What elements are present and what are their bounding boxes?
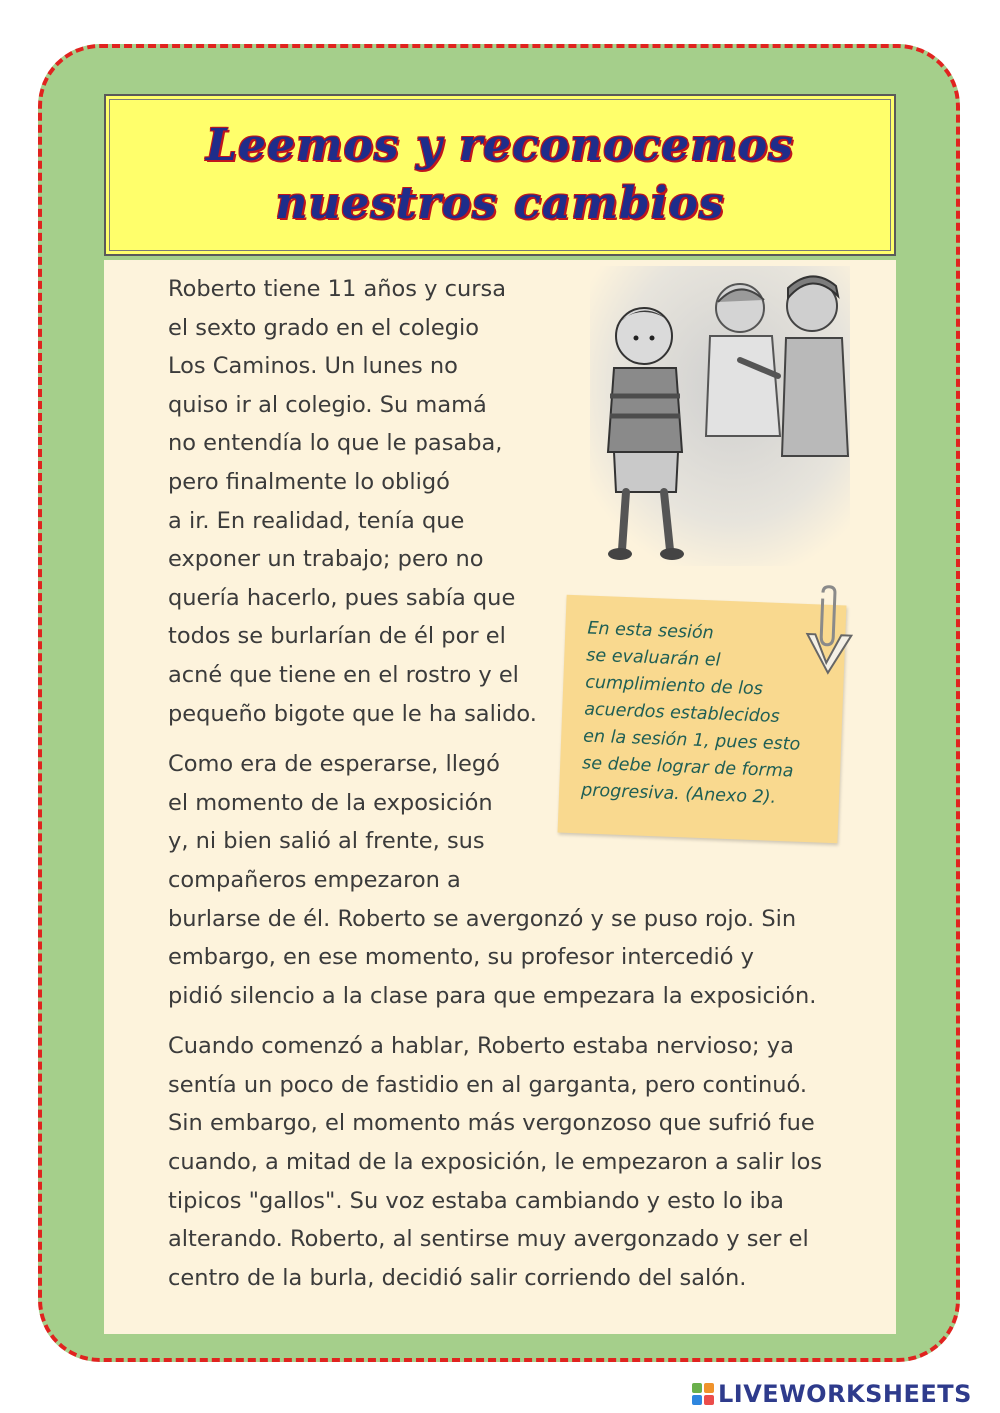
story-line: cuando, a mitad de la exposición, le empezaron a salir los bbox=[168, 1149, 823, 1176]
story-line: embargo, en ese momento, su profesor intercedió y bbox=[168, 944, 754, 971]
liveworksheets-logo-icon bbox=[692, 1383, 714, 1405]
story-line: Cuando comenzó a hablar, Roberto estaba nervioso; ya bbox=[168, 1033, 794, 1060]
story-line: a ir. En realidad, tenía que bbox=[168, 507, 465, 534]
note-line: progresiva. (Anexo 2). bbox=[580, 780, 777, 808]
note-line: en la sesión 1, pues esto bbox=[582, 726, 801, 755]
title-banner bbox=[104, 94, 896, 256]
title-line-2: nuestros cambios bbox=[275, 178, 725, 229]
note-line: se debe lograr de forma bbox=[581, 753, 794, 782]
story-paragraph-3 bbox=[168, 1027, 822, 1297]
liveworksheets-brand[interactable] bbox=[692, 1380, 972, 1408]
story-line: y, ni bien salió al frente, sus bbox=[168, 828, 485, 855]
story-line: compañeros empezaron a bbox=[168, 866, 461, 893]
story-line: pero finalmente lo obligó bbox=[168, 468, 450, 495]
story-line: quería hacerlo, pues sabía que bbox=[168, 584, 516, 611]
story-line: tipicos "gallos". Su voz estaba cambiando y esto lo iba bbox=[168, 1187, 784, 1214]
story-line: sentía un poco de fastidio en al garganta, pero continuó. bbox=[168, 1071, 808, 1098]
paperclip-icon bbox=[800, 584, 859, 676]
story-line: alterando. Roberto, al sentirse muy avergonzado y ser el bbox=[168, 1226, 809, 1253]
story-line: Sin embargo, el momento más vergonzoso que sufrió fue bbox=[168, 1110, 815, 1137]
note-text bbox=[581, 616, 805, 813]
story-line: Como era de esperarse, llegó bbox=[168, 751, 500, 778]
story-line: el momento de la exposición bbox=[168, 789, 493, 816]
story-panel bbox=[104, 260, 896, 1334]
note-line: se evaluarán el bbox=[585, 645, 721, 671]
story-line: exponer un trabajo; pero no bbox=[168, 546, 484, 573]
students-illustration bbox=[590, 266, 850, 566]
story-line: burlarse de él. Roberto se avergonzó y se puso rojo. Sin bbox=[168, 905, 797, 932]
note-line: En esta sesión bbox=[587, 618, 715, 644]
brand-name: LIVEWORKSHEETS bbox=[718, 1380, 972, 1408]
story-line: quiso ir al colegio. Su mamá bbox=[168, 391, 487, 418]
story-line: centro de la burla, decidió salir corriendo del salón. bbox=[168, 1264, 747, 1291]
story-line: el sexto grado en el colegio bbox=[168, 314, 480, 341]
story-line: Roberto tiene 11 años y cursa bbox=[168, 276, 507, 302]
note-line: acuerdos establecidos bbox=[583, 699, 781, 727]
note-line: cumplimiento de los bbox=[584, 672, 764, 700]
story-line: acné que tiene en el rostro y el bbox=[168, 661, 519, 688]
story-line: Los Caminos. Un lunes no bbox=[168, 353, 458, 380]
title-line-1: Leemos y reconocemos bbox=[206, 120, 794, 171]
story-line: pequeño bigote que le ha salido. bbox=[168, 700, 537, 727]
story-line: todos se burlarían de él por el bbox=[168, 623, 506, 650]
story-line: pidió silencio a la clase para que empezara la exposición. bbox=[168, 982, 817, 1009]
reminder-note bbox=[558, 595, 847, 844]
story-line: no entendía lo que le pasaba, bbox=[168, 430, 503, 457]
